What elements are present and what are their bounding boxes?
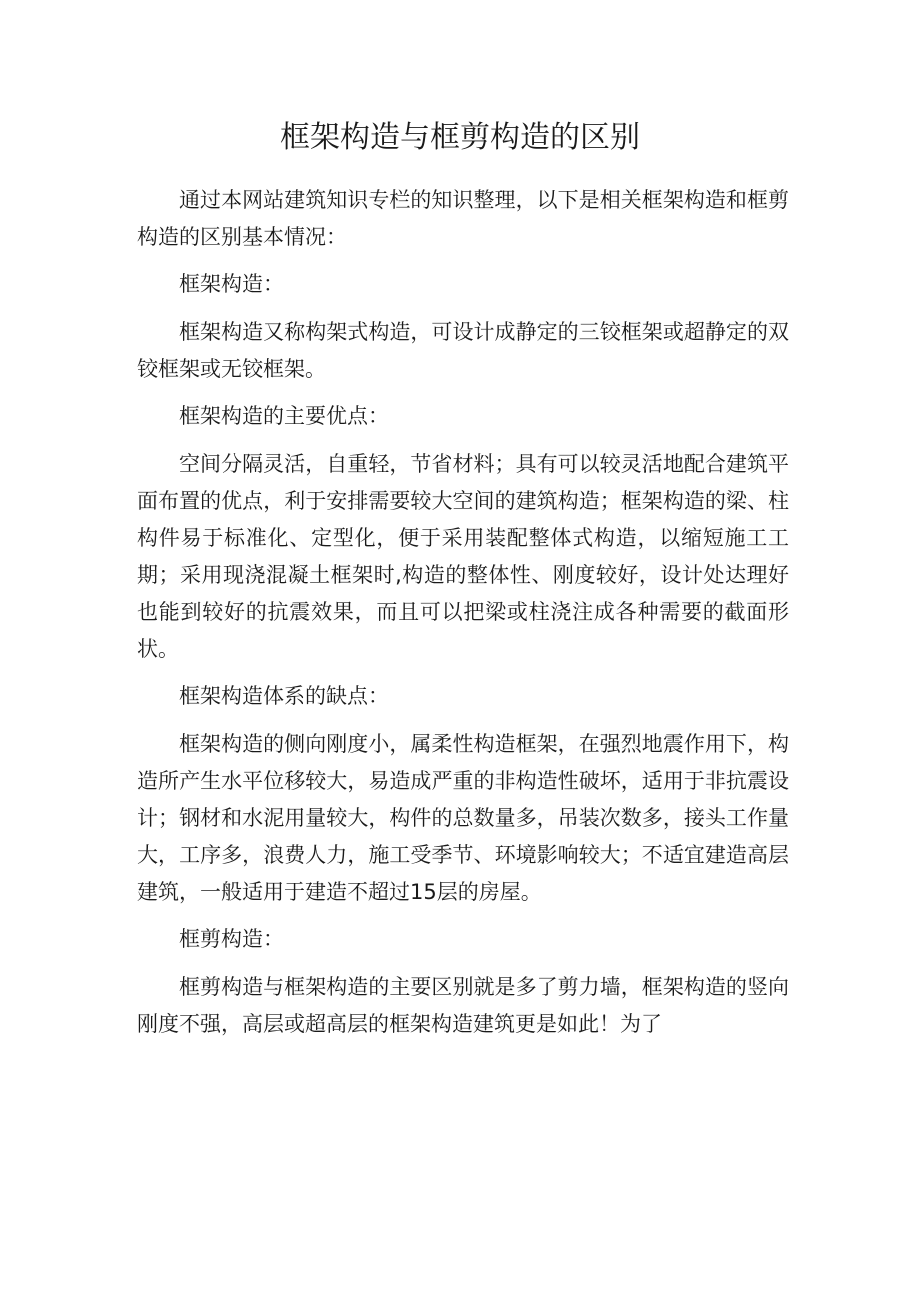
paragraph-frame-definition: 框架构造又称构架式构造，可设计成静定的三铰框架或超静定的双铰框架或无铰框架。 <box>137 320 789 381</box>
paragraph-frame-shear: 框剪构造与框架构造的主要区别就是多了剪力墙，框架构造的竖向刚度不强，高层或超高层的框架构造建筑更是如此！为了 <box>137 975 789 1036</box>
paragraph-advantages: 空间分隔灵活，自重轻，节省材料；具有可以较灵活地配合建筑平面布置的优点，利于安排需要较大空间的建筑构造；框架构造的梁、柱构件易于标准化、定型化，便于采用装配整体式构造，以缩短施工工期；采用现浇混凝土框架时,构造的整体性、刚度较好，设计处达理好也能到较好的抗震效果，而且可以把梁或柱浇注成各种需要的截面形状。 <box>137 452 789 661</box>
section-heading-disadvantages: 框架构造体系的缺点： <box>179 684 389 708</box>
document-title: 框架构造与框剪构造的区别 <box>280 120 640 155</box>
document-body <box>137 182 789 1053</box>
paragraph-intro: 通过本网站建筑知识专栏的知识整理，以下是相关框架构造和框剪构造的区别基本情况： <box>137 188 789 249</box>
section-heading-advantages: 框架构造的主要优点： <box>179 404 389 428</box>
paragraph-disadvantages: 框架构造的侧向刚度小，属柔性构造框架，在强烈地震作用下，构造所产生水平位移较大，易造成严重的非构造性破坏，适用于非抗震设计；钢材和水泥用量较大，构件的总数量多，吊装次数多，接头工作量大，工序多，浪费人力，施工受季节、环境影响较大；不适宜建造高层建筑，一般适用于建造不超过15层的房屋。 <box>137 732 789 904</box>
section-heading-frame-shear: 框剪构造： <box>179 927 284 951</box>
section-heading-frame: 框架构造： <box>179 272 284 296</box>
